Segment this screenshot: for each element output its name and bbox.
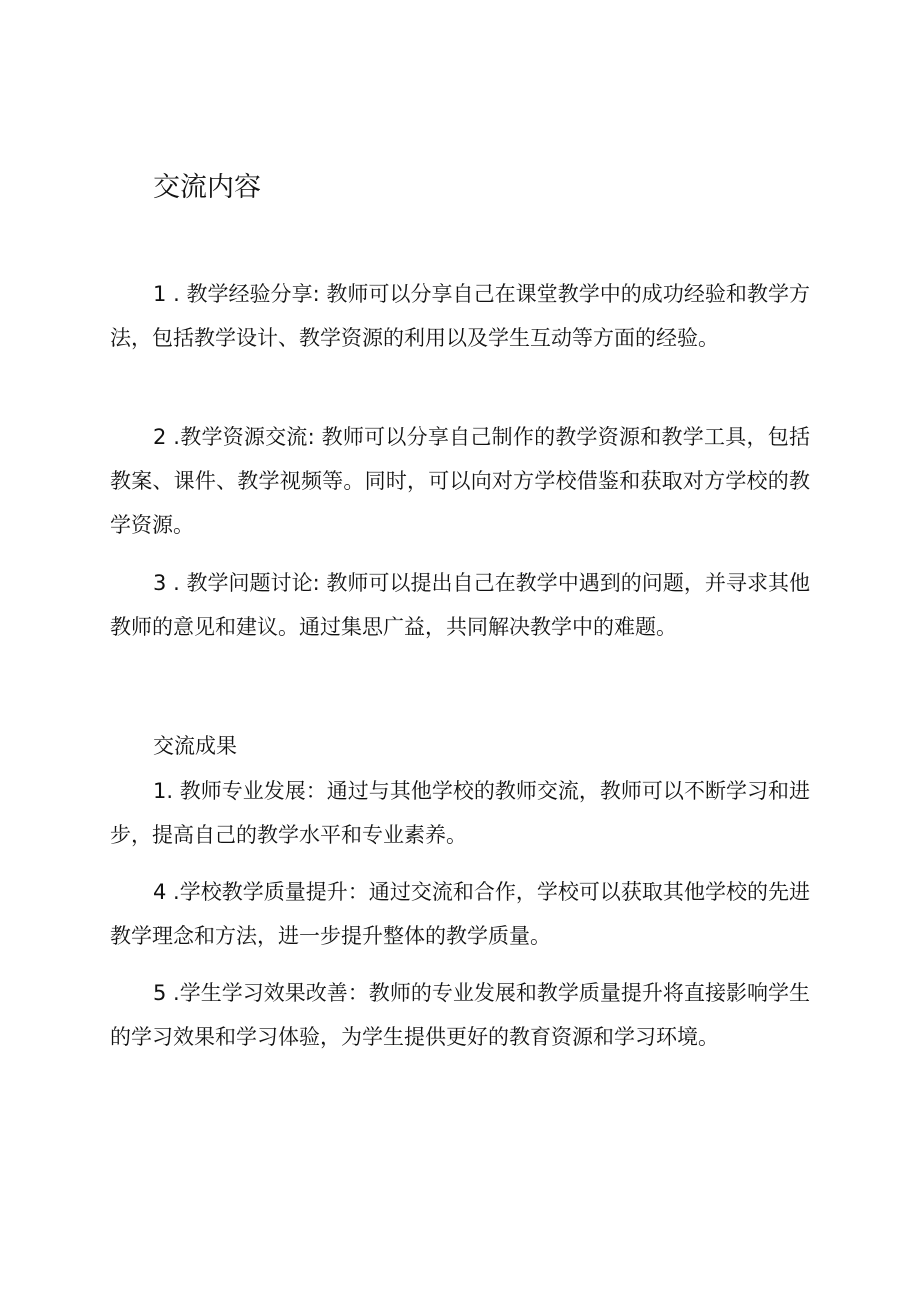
paragraph-item: 2 .教学资源交流: 教师可以分享自己制作的教学资源和教学工具，包括教案、课件、教学视频等。同时，可以向对方学校借鉴和获取对方学校的教学资源。	[110, 425, 810, 537]
paragraph-item: 3 . 教学问题讨论: 教师可以提出自己在教学中遇到的问题，并寻求其他教师的意见和建议。通过集思广益，共同解决教学中的难题。	[110, 571, 810, 639]
section-title-exchange-results: 交流成果	[153, 734, 237, 758]
paragraph-item: 5 .学生学习效果改善：教师的专业发展和教学质量提升将直接影响学生的学习效果和学习体验，为学生提供更好的教育资源和学习环境。	[110, 981, 810, 1049]
paragraph-item: 1. 教师专业发展：通过与其他学校的教师交流，教师可以不断学习和进步，提高自己的教学水平和专业素养。	[110, 779, 810, 847]
paragraph-item: 4 .学校教学质量提升：通过交流和合作，学校可以获取其他学校的先进教学理念和方法，进一步提升整体的教学质量。	[110, 880, 810, 948]
paragraph-item: 1 . 教学经验分享: 教师可以分享自己在课堂教学中的成功经验和教学方法，包括教学设计、教学资源的利用以及学生互动等方面的经验。	[110, 282, 810, 350]
section-title-exchange-content: 交流内容	[153, 172, 261, 203]
